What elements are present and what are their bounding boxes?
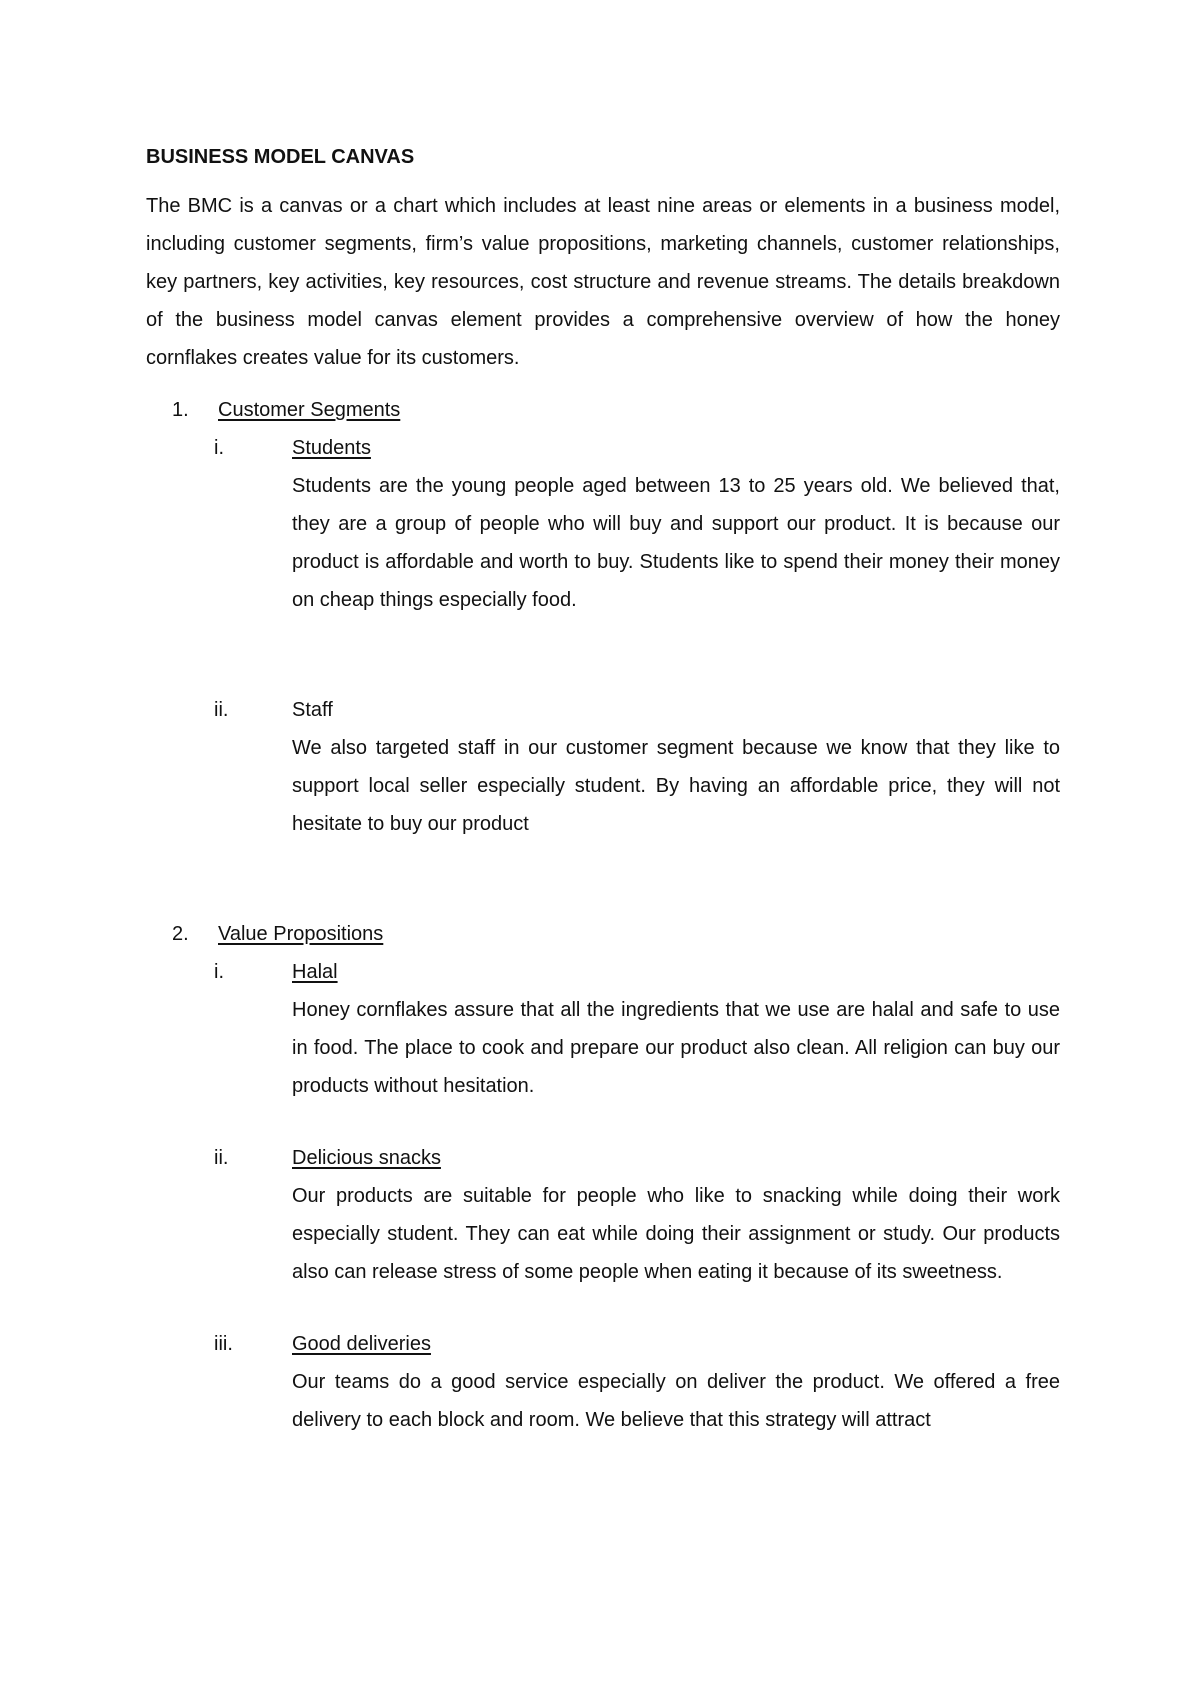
item-body: Our products are suitable for people who like to snacking while doing their work especially student. They can eat while doing their assignment or study. Our products also can release stress of some people when eating it because of its sweetness.	[292, 1185, 1060, 1283]
section-title: Customer Segments	[218, 399, 401, 421]
item-body: We also targeted staff in our customer segment because we know that they like to support local seller especially student. By having an affordable price, they will not hesitate to buy our product	[292, 737, 1060, 835]
item-heading: Halal	[292, 961, 338, 983]
item-heading: Good deliveries	[292, 1333, 431, 1355]
list-item	[146, 429, 1060, 619]
item-number: iii.	[214, 1333, 233, 1355]
document-content	[146, 143, 1060, 1439]
list-item	[146, 691, 1060, 843]
item-body: Our teams do a good service especially on deliver the product. We offered a free delivery to each block and room. We believe that this strategy will attract	[292, 1371, 1060, 1431]
list-item	[146, 1139, 1060, 1291]
section-value-propositions	[146, 915, 1060, 1439]
intro-paragraph: The BMC is a canvas or a chart which includes at least nine areas or elements in a business model, including customer segments, firm’s value propositions, marketing channels, customer relationships, key partners, key activities, key resources, cost structure and revenue streams. The details breakdown of the business model canvas element provides a comprehensive overview of how the honey cornflakes creates value for its customers.	[146, 195, 1060, 369]
item-heading: Staff	[292, 699, 333, 721]
document-title: BUSINESS MODEL CANVAS	[146, 146, 415, 168]
item-body: Honey cornflakes assure that all the ingredients that we use are halal and safe to use in food. The place to cook and prepare our product also clean. All religion can buy our products without hesitation.	[292, 999, 1060, 1097]
item-number: ii.	[214, 699, 229, 721]
list-item	[146, 953, 1060, 1105]
item-heading: Delicious snacks	[292, 1147, 441, 1169]
item-heading: Students	[292, 437, 371, 459]
section-heading	[146, 391, 1060, 429]
list-item	[146, 1325, 1060, 1439]
item-number: i.	[214, 437, 224, 459]
section-customer-segments	[146, 391, 1060, 843]
item-number: ii.	[214, 1147, 229, 1169]
section-title: Value Propositions	[218, 923, 384, 945]
item-number: i.	[214, 961, 224, 983]
item-body: Students are the young people aged between 13 to 25 years old. We believed that, they are a group of people who will buy and support our product. It is because our product is affordable and worth to buy. Students like to spend their money their money on cheap things especially food.	[292, 475, 1060, 611]
section-number: 2.	[172, 923, 189, 945]
section-number: 1.	[172, 399, 189, 421]
section-heading	[146, 915, 1060, 953]
